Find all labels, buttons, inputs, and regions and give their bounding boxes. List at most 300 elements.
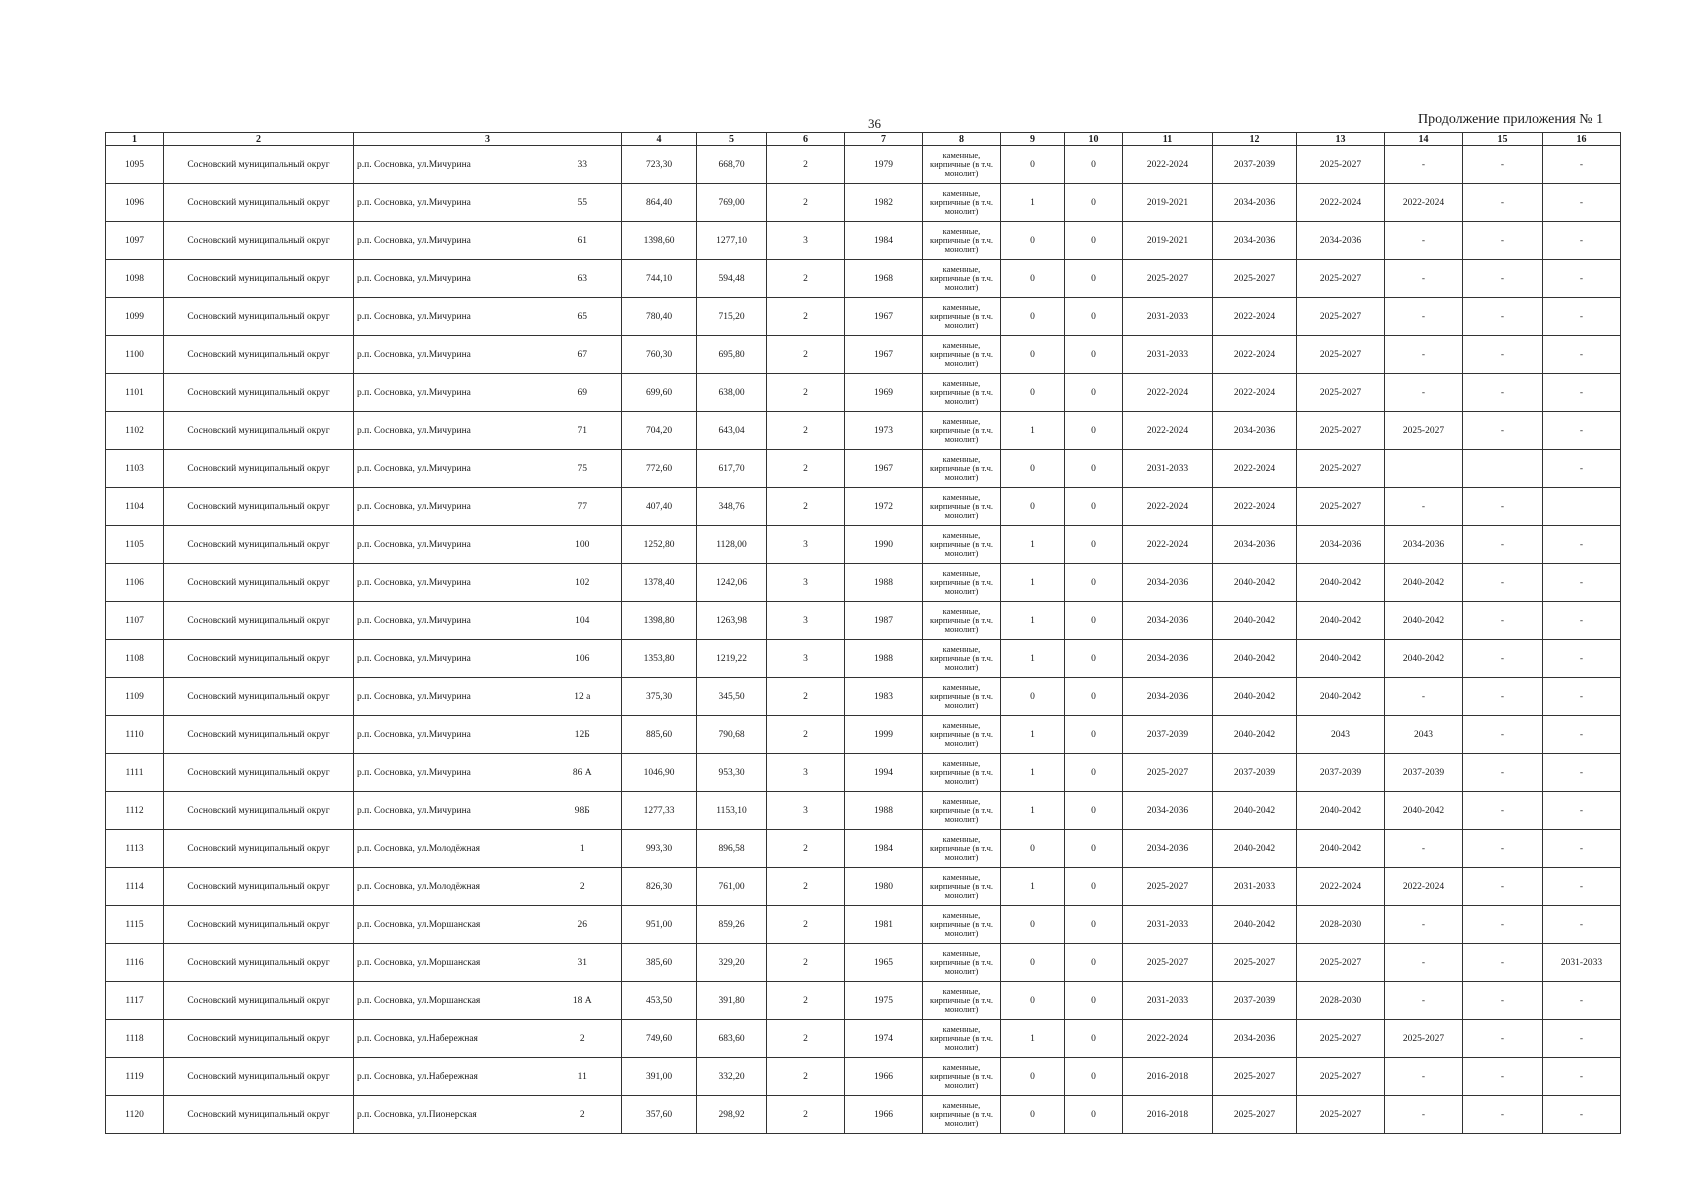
house-number-cell: 102 [544,564,622,602]
col-11-period-cell: 2037-2039 [1123,716,1213,754]
build-year-cell: 1974 [845,1020,923,1058]
col-15-period-cell: - [1463,716,1543,754]
living-area-cell: 715,20 [697,298,767,336]
col-14-period-cell: 2034-2036 [1385,526,1463,564]
floors-count-cell: 2 [767,906,845,944]
wall-material-cell: каменные, кирпичные (в т.ч. монолит) [923,716,1001,754]
table-body [106,146,1621,1134]
total-area-cell: 407,40 [622,488,697,526]
col-12-period-cell: 2034-2036 [1213,412,1297,450]
house-number-cell: 55 [544,184,622,222]
col-14-period-cell: - [1385,906,1463,944]
col-14-period-cell: 2040-2042 [1385,564,1463,602]
col-13-period-cell: 2043 [1297,716,1385,754]
address-cell: р.п. Сосновка, ул.Мичурина [354,146,544,184]
table-row [106,298,1621,336]
living-area-cell: 329,20 [697,944,767,982]
total-area-cell: 391,00 [622,1058,697,1096]
build-year-cell: 1967 [845,298,923,336]
col-10-value-cell: 0 [1065,906,1123,944]
municipal-district-cell: Сосновский муниципальный округ [164,526,354,564]
column-header: 5 [697,133,767,146]
column-header: 12 [1213,133,1297,146]
living-area-cell: 695,80 [697,336,767,374]
row-number-cell: 1118 [106,1020,164,1058]
col-16-period-cell: - [1543,640,1621,678]
total-area-cell: 1398,60 [622,222,697,260]
house-number-cell: 61 [544,222,622,260]
col-11-period-cell: 2016-2018 [1123,1096,1213,1134]
address-cell: р.п. Сосновка, ул.Мичурина [354,412,544,450]
col-13-period-cell: 2040-2042 [1297,678,1385,716]
col-15-period-cell: - [1463,602,1543,640]
address-cell: р.п. Сосновка, ул.Мичурина [354,336,544,374]
table-row [106,146,1621,184]
col-9-value-cell: 0 [1001,678,1065,716]
col-12-period-cell: 2034-2036 [1213,184,1297,222]
col-16-period-cell: - [1543,792,1621,830]
wall-material-cell: каменные, кирпичные (в т.ч. монолит) [923,1020,1001,1058]
col-14-period-cell: 2022-2024 [1385,868,1463,906]
col-15-period-cell: - [1463,868,1543,906]
wall-material-cell: каменные, кирпичные (в т.ч. монолит) [923,640,1001,678]
build-year-cell: 1984 [845,830,923,868]
living-area-cell: 1128,00 [697,526,767,564]
col-15-period-cell: - [1463,982,1543,1020]
row-number-cell: 1103 [106,450,164,488]
col-12-period-cell: 2025-2027 [1213,260,1297,298]
row-number-cell: 1102 [106,412,164,450]
table-row [106,678,1621,716]
build-year-cell: 1988 [845,792,923,830]
municipal-district-cell: Сосновский муниципальный округ [164,944,354,982]
build-year-cell: 1988 [845,640,923,678]
col-10-value-cell: 0 [1065,564,1123,602]
living-area-cell: 683,60 [697,1020,767,1058]
col-15-period-cell: - [1463,1058,1543,1096]
col-14-period-cell [1385,450,1463,488]
col-10-value-cell: 0 [1065,526,1123,564]
wall-material-cell: каменные, кирпичные (в т.ч. монолит) [923,412,1001,450]
col-16-period-cell: - [1543,1058,1621,1096]
col-9-value-cell: 1 [1001,792,1065,830]
col-16-period-cell: - [1543,146,1621,184]
floors-count-cell: 2 [767,1020,845,1058]
floors-count-cell: 2 [767,678,845,716]
col-9-value-cell: 1 [1001,412,1065,450]
municipal-district-cell: Сосновский муниципальный округ [164,184,354,222]
build-year-cell: 1981 [845,906,923,944]
col-13-period-cell: 2022-2024 [1297,184,1385,222]
col-13-period-cell: 2025-2027 [1297,260,1385,298]
col-14-period-cell: - [1385,374,1463,412]
col-10-value-cell: 0 [1065,602,1123,640]
municipal-district-cell: Сосновский муниципальный округ [164,374,354,412]
table-row [106,792,1621,830]
col-13-period-cell: 2025-2027 [1297,146,1385,184]
living-area-cell: 345,50 [697,678,767,716]
col-10-value-cell: 0 [1065,716,1123,754]
col-13-period-cell: 2025-2027 [1297,374,1385,412]
floors-count-cell: 2 [767,944,845,982]
col-14-period-cell: 2037-2039 [1385,754,1463,792]
table-row [106,906,1621,944]
page-number: 36 [868,116,881,131]
floors-count-cell: 2 [767,146,845,184]
col-14-period-cell: - [1385,222,1463,260]
municipal-district-cell: Сосновский муниципальный округ [164,792,354,830]
floors-count-cell: 2 [767,830,845,868]
living-area-cell: 1242,06 [697,564,767,602]
wall-material-cell: каменные, кирпичные (в т.ч. монолит) [923,298,1001,336]
municipal-district-cell: Сосновский муниципальный округ [164,412,354,450]
col-9-value-cell: 1 [1001,716,1065,754]
col-11-period-cell: 2016-2018 [1123,1058,1213,1096]
col-13-period-cell: 2034-2036 [1297,526,1385,564]
living-area-cell: 1277,10 [697,222,767,260]
col-9-value-cell: 1 [1001,184,1065,222]
col-12-period-cell: 2034-2036 [1213,526,1297,564]
build-year-cell: 1973 [845,412,923,450]
table-row [106,564,1621,602]
col-14-period-cell: 2022-2024 [1385,184,1463,222]
col-12-period-cell: 2022-2024 [1213,298,1297,336]
col-16-period-cell: - [1543,450,1621,488]
municipal-district-cell: Сосновский муниципальный округ [164,450,354,488]
col-12-period-cell: 2022-2024 [1213,374,1297,412]
address-cell: р.п. Сосновка, ул.Мичурина [354,374,544,412]
col-9-value-cell: 0 [1001,260,1065,298]
build-year-cell: 1999 [845,716,923,754]
address-cell: р.п. Сосновка, ул.Мичурина [354,678,544,716]
col-14-period-cell: 2040-2042 [1385,640,1463,678]
address-cell: р.п. Сосновка, ул.Моршанская [354,982,544,1020]
living-area-cell: 1263,98 [697,602,767,640]
address-cell: р.п. Сосновка, ул.Мичурина [354,260,544,298]
col-11-period-cell: 2031-2033 [1123,336,1213,374]
col-13-period-cell: 2025-2027 [1297,944,1385,982]
column-header: 3 [354,133,622,146]
col-11-period-cell: 2022-2024 [1123,488,1213,526]
total-area-cell: 993,30 [622,830,697,868]
col-12-period-cell: 2031-2033 [1213,868,1297,906]
col-16-period-cell: - [1543,716,1621,754]
col-10-value-cell: 0 [1065,982,1123,1020]
col-12-period-cell: 2022-2024 [1213,488,1297,526]
row-number-cell: 1109 [106,678,164,716]
wall-material-cell: каменные, кирпичные (в т.ч. монолит) [923,374,1001,412]
col-11-period-cell: 2031-2033 [1123,906,1213,944]
column-header: 11 [1123,133,1213,146]
living-area-cell: 643,04 [697,412,767,450]
table-row [106,336,1621,374]
floors-count-cell: 2 [767,868,845,906]
col-13-period-cell: 2025-2027 [1297,298,1385,336]
col-10-value-cell: 0 [1065,792,1123,830]
living-area-cell: 790,68 [697,716,767,754]
total-area-cell: 385,60 [622,944,697,982]
col-9-value-cell: 0 [1001,906,1065,944]
col-15-period-cell: - [1463,678,1543,716]
total-area-cell: 1252,80 [622,526,697,564]
row-number-cell: 1117 [106,982,164,1020]
wall-material-cell: каменные, кирпичные (в т.ч. монолит) [923,564,1001,602]
total-area-cell: 826,30 [622,868,697,906]
row-number-cell: 1113 [106,830,164,868]
floors-count-cell: 2 [767,184,845,222]
build-year-cell: 1988 [845,564,923,602]
house-number-cell: 2 [544,1096,622,1134]
house-number-cell: 100 [544,526,622,564]
col-9-value-cell: 0 [1001,1096,1065,1134]
col-13-period-cell: 2025-2027 [1297,488,1385,526]
col-9-value-cell: 0 [1001,298,1065,336]
house-number-cell: 2 [544,1020,622,1058]
col-11-period-cell: 2022-2024 [1123,1020,1213,1058]
table-row [106,1058,1621,1096]
address-cell: р.п. Сосновка, ул.Молодёжная [354,830,544,868]
row-number-cell: 1097 [106,222,164,260]
address-cell: р.п. Сосновка, ул.Мичурина [354,298,544,336]
col-15-period-cell: - [1463,488,1543,526]
col-16-period-cell: - [1543,906,1621,944]
row-number-cell: 1106 [106,564,164,602]
col-10-value-cell: 0 [1065,678,1123,716]
municipal-district-cell: Сосновский муниципальный округ [164,678,354,716]
col-9-value-cell: 0 [1001,830,1065,868]
col-15-period-cell: - [1463,1096,1543,1134]
total-area-cell: 1378,40 [622,564,697,602]
col-16-period-cell: - [1543,412,1621,450]
total-area-cell: 885,60 [622,716,697,754]
col-13-period-cell: 2025-2027 [1297,450,1385,488]
col-16-period-cell: - [1543,260,1621,298]
col-10-value-cell: 0 [1065,222,1123,260]
col-11-period-cell: 2034-2036 [1123,830,1213,868]
col-12-period-cell: 2040-2042 [1213,716,1297,754]
row-number-cell: 1119 [106,1058,164,1096]
col-15-period-cell: - [1463,906,1543,944]
col-13-period-cell: 2025-2027 [1297,1058,1385,1096]
col-12-period-cell: 2040-2042 [1213,906,1297,944]
table-row [106,716,1621,754]
table-row [106,830,1621,868]
col-16-period-cell: - [1543,830,1621,868]
col-15-period-cell: - [1463,374,1543,412]
col-13-period-cell: 2040-2042 [1297,830,1385,868]
wall-material-cell: каменные, кирпичные (в т.ч. монолит) [923,1096,1001,1134]
wall-material-cell: каменные, кирпичные (в т.ч. монолит) [923,526,1001,564]
col-12-period-cell: 2037-2039 [1213,146,1297,184]
total-area-cell: 357,60 [622,1096,697,1134]
col-10-value-cell: 0 [1065,450,1123,488]
house-number-cell: 12Б [544,716,622,754]
column-header: 9 [1001,133,1065,146]
col-14-period-cell: - [1385,488,1463,526]
column-header: 2 [164,133,354,146]
column-header: 7 [845,133,923,146]
row-number-cell: 1099 [106,298,164,336]
col-16-period-cell: - [1543,222,1621,260]
col-10-value-cell: 0 [1065,640,1123,678]
floors-count-cell: 2 [767,1096,845,1134]
col-13-period-cell: 2040-2042 [1297,564,1385,602]
house-number-cell: 77 [544,488,622,526]
col-11-period-cell: 2022-2024 [1123,374,1213,412]
living-area-cell: 617,70 [697,450,767,488]
floors-count-cell: 2 [767,336,845,374]
col-11-period-cell: 2031-2033 [1123,450,1213,488]
build-year-cell: 1969 [845,374,923,412]
address-cell: р.п. Сосновка, ул.Набережная [354,1058,544,1096]
col-16-period-cell: - [1543,754,1621,792]
municipal-district-cell: Сосновский муниципальный округ [164,906,354,944]
table-row [106,754,1621,792]
house-number-cell: 65 [544,298,622,336]
col-13-period-cell: 2025-2027 [1297,1096,1385,1134]
wall-material-cell: каменные, кирпичные (в т.ч. монолит) [923,260,1001,298]
col-11-period-cell: 2022-2024 [1123,526,1213,564]
col-9-value-cell: 1 [1001,754,1065,792]
floors-count-cell: 2 [767,260,845,298]
floors-count-cell: 2 [767,450,845,488]
municipal-district-cell: Сосновский муниципальный округ [164,716,354,754]
column-header: 10 [1065,133,1123,146]
municipal-district-cell: Сосновский муниципальный округ [164,868,354,906]
col-10-value-cell: 0 [1065,754,1123,792]
build-year-cell: 1966 [845,1058,923,1096]
municipal-district-cell: Сосновский муниципальный округ [164,260,354,298]
address-cell: р.п. Сосновка, ул.Мичурина [354,184,544,222]
house-number-cell: 106 [544,640,622,678]
wall-material-cell: каменные, кирпичные (в т.ч. монолит) [923,830,1001,868]
house-number-cell: 18 А [544,982,622,1020]
col-15-period-cell: - [1463,184,1543,222]
row-number-cell: 1107 [106,602,164,640]
house-number-cell: 63 [544,260,622,298]
house-number-cell: 86 А [544,754,622,792]
total-area-cell: 375,30 [622,678,697,716]
col-11-period-cell: 2034-2036 [1123,678,1213,716]
floors-count-cell: 3 [767,526,845,564]
build-year-cell: 1990 [845,526,923,564]
housing-registry-table [105,132,1621,1134]
col-12-period-cell: 2040-2042 [1213,602,1297,640]
col-9-value-cell: 0 [1001,450,1065,488]
col-10-value-cell: 0 [1065,260,1123,298]
column-header: 14 [1385,133,1463,146]
total-area-cell: 1046,90 [622,754,697,792]
row-number-cell: 1111 [106,754,164,792]
col-14-period-cell: - [1385,944,1463,982]
col-9-value-cell: 1 [1001,868,1065,906]
table-row [106,374,1621,412]
column-number-row [106,133,1621,146]
table-row [106,944,1621,982]
table-row [106,602,1621,640]
address-cell: р.п. Сосновка, ул.Моршанская [354,944,544,982]
municipal-district-cell: Сосновский муниципальный округ [164,1058,354,1096]
col-16-period-cell [1543,488,1621,526]
col-12-period-cell: 2040-2042 [1213,792,1297,830]
col-9-value-cell: 0 [1001,1058,1065,1096]
col-16-period-cell: - [1543,298,1621,336]
floors-count-cell: 3 [767,222,845,260]
col-12-period-cell: 2022-2024 [1213,336,1297,374]
col-16-period-cell: - [1543,1096,1621,1134]
col-15-period-cell: - [1463,412,1543,450]
col-11-period-cell: 2019-2021 [1123,184,1213,222]
col-13-period-cell: 2025-2027 [1297,336,1385,374]
col-9-value-cell: 0 [1001,488,1065,526]
table-row [106,640,1621,678]
living-area-cell: 332,20 [697,1058,767,1096]
table-row [106,1020,1621,1058]
address-cell: р.п. Сосновка, ул.Мичурина [354,716,544,754]
floors-count-cell: 2 [767,412,845,450]
wall-material-cell: каменные, кирпичные (в т.ч. монолит) [923,184,1001,222]
col-16-period-cell: - [1543,184,1621,222]
col-11-period-cell: 2022-2024 [1123,412,1213,450]
house-number-cell: 69 [544,374,622,412]
living-area-cell: 769,00 [697,184,767,222]
wall-material-cell: каменные, кирпичные (в т.ч. монолит) [923,792,1001,830]
living-area-cell: 1153,10 [697,792,767,830]
col-9-value-cell: 1 [1001,564,1065,602]
col-16-period-cell: - [1543,602,1621,640]
living-area-cell: 668,70 [697,146,767,184]
house-number-cell: 2 [544,868,622,906]
total-area-cell: 760,30 [622,336,697,374]
col-13-period-cell: 2037-2039 [1297,754,1385,792]
build-year-cell: 1975 [845,982,923,1020]
total-area-cell: 744,10 [622,260,697,298]
municipal-district-cell: Сосновский муниципальный округ [164,830,354,868]
col-14-period-cell: 2040-2042 [1385,602,1463,640]
col-9-value-cell: 1 [1001,640,1065,678]
living-area-cell: 761,00 [697,868,767,906]
col-11-period-cell: 2031-2033 [1123,298,1213,336]
col-9-value-cell: 0 [1001,374,1065,412]
address-cell: р.п. Сосновка, ул.Мичурина [354,222,544,260]
house-number-cell: 71 [544,412,622,450]
row-number-cell: 1112 [106,792,164,830]
row-number-cell: 1114 [106,868,164,906]
col-9-value-cell: 0 [1001,336,1065,374]
build-year-cell: 1972 [845,488,923,526]
municipal-district-cell: Сосновский муниципальный округ [164,336,354,374]
living-area-cell: 1219,22 [697,640,767,678]
wall-material-cell: каменные, кирпичные (в т.ч. монолит) [923,982,1001,1020]
column-header: 8 [923,133,1001,146]
col-14-period-cell: - [1385,830,1463,868]
house-number-cell: 33 [544,146,622,184]
row-number-cell: 1116 [106,944,164,982]
col-16-period-cell: 2031-2033 [1543,944,1621,982]
col-16-period-cell: - [1543,336,1621,374]
col-16-period-cell: - [1543,868,1621,906]
floors-count-cell: 3 [767,602,845,640]
col-12-period-cell: 2034-2036 [1213,1020,1297,1058]
col-12-period-cell: 2040-2042 [1213,640,1297,678]
row-number-cell: 1105 [106,526,164,564]
col-14-period-cell: - [1385,336,1463,374]
wall-material-cell: каменные, кирпичные (в т.ч. монолит) [923,146,1001,184]
wall-material-cell: каменные, кирпичные (в т.ч. монолит) [923,906,1001,944]
table-row [106,222,1621,260]
col-16-period-cell: - [1543,374,1621,412]
col-11-period-cell: 2034-2036 [1123,792,1213,830]
